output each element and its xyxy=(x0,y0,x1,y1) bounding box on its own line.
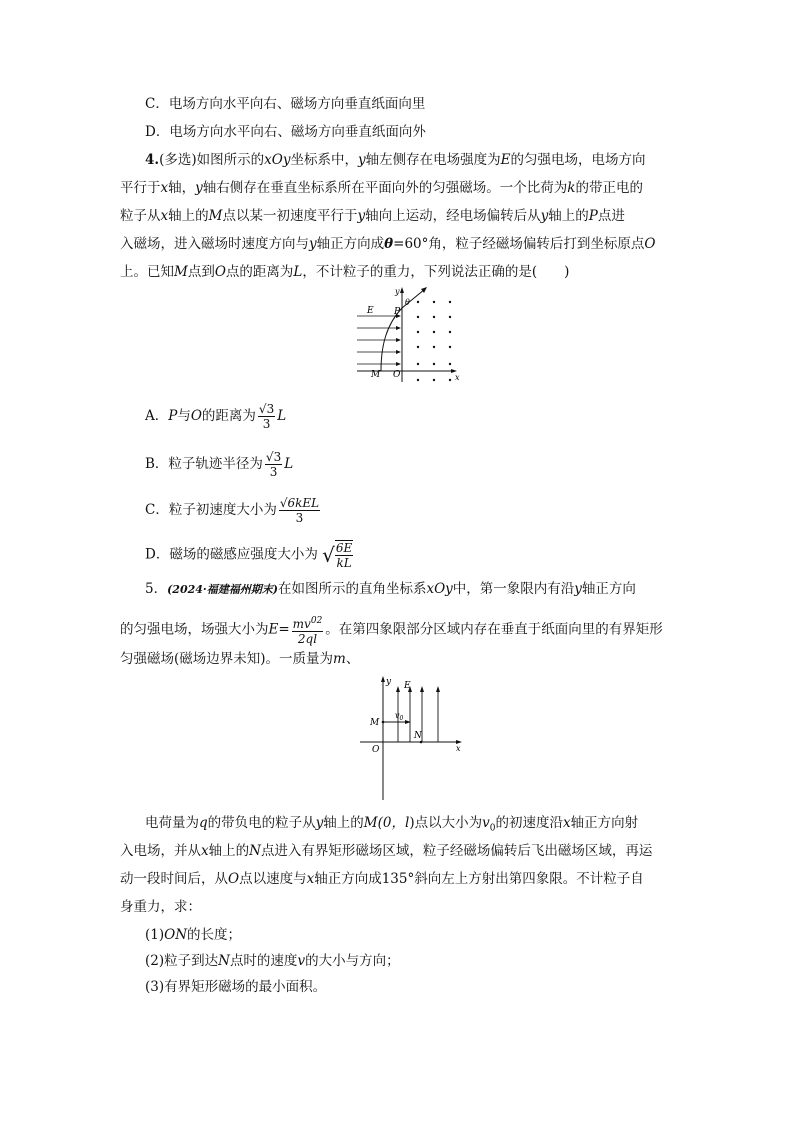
q4-y-arrow xyxy=(400,287,404,293)
text: 点以速度与 xyxy=(239,871,307,887)
math-y: y xyxy=(309,236,317,252)
frac-den: kL xyxy=(336,556,352,570)
math-theta: θ xyxy=(384,236,394,252)
frac-den: 2ql xyxy=(297,632,318,646)
text: 的匀强电场，场强大小为 xyxy=(120,621,269,638)
text: =60°角，粒子经磁场偏转后打到坐标原点 xyxy=(393,236,645,252)
math-on: ON xyxy=(164,927,188,943)
text: 入磁场，进入磁场时速度方向与 xyxy=(120,236,309,252)
text: 电荷量为 xyxy=(145,815,199,831)
text: 点进入有界矩形磁场区域，粒子经磁场偏转后飞出磁场区域，再运 xyxy=(260,843,653,859)
math-m: M xyxy=(208,208,223,224)
q5-fig-e: E xyxy=(404,681,411,691)
math-l: l xyxy=(404,815,410,831)
q4-option-c xyxy=(145,496,322,525)
math-o: O xyxy=(190,408,202,424)
text: 与 xyxy=(177,408,191,424)
text: 的大小与方向； xyxy=(305,953,400,969)
q4-magnetic-field-dots xyxy=(417,301,451,381)
math-e: E xyxy=(268,621,279,638)
math-x: x xyxy=(562,815,571,831)
q4-line-3 xyxy=(120,207,625,225)
text: A． xyxy=(145,408,169,424)
q5-source: (2024·福建福州期末) xyxy=(167,583,278,596)
text: ，不计粒子的重力，下列说法正确的是( ) xyxy=(302,264,570,280)
math-q: q xyxy=(199,815,208,831)
text: 粒子从 xyxy=(120,208,161,224)
text: 中，第一象限内有沿 xyxy=(452,581,575,597)
math-p: P xyxy=(588,208,598,224)
text: 的长度； xyxy=(187,927,242,943)
math-o: O xyxy=(644,236,656,252)
text: D．磁场的磁感应强度大小为 xyxy=(145,546,318,563)
q5-sub-1 xyxy=(145,926,241,944)
math-l: L xyxy=(277,408,287,424)
frac-num: mv xyxy=(292,617,311,631)
text: 轴上的 xyxy=(168,208,209,224)
sqrt-sign: √ xyxy=(322,543,335,567)
text: 平行于 xyxy=(120,180,161,196)
math-y: y xyxy=(195,180,203,196)
q4-number: 4. xyxy=(145,152,160,168)
math-v: v xyxy=(482,815,490,831)
text: 轴上的 xyxy=(323,815,364,831)
q4-electric-field-lines xyxy=(357,316,400,364)
text: 的带正电的 xyxy=(575,180,643,196)
fraction-sqrt3-over-3 xyxy=(265,450,282,479)
text: 轴右侧存在垂直坐标系所在平面向外的匀强磁场。一个比荷为 xyxy=(202,180,568,196)
q5-fig-m: M xyxy=(370,718,380,728)
q4-fig-y: y xyxy=(395,287,400,296)
frac-den: 3 xyxy=(269,465,278,479)
math-o: O xyxy=(228,871,240,887)
q3-option-c: C．电场方向水平向右、磁场方向垂直纸面向里 xyxy=(145,96,426,112)
frac-num: √3 xyxy=(265,450,282,464)
math-m: m xyxy=(333,651,346,667)
q5-fig-v0: $v_0$ xyxy=(395,711,404,722)
math-xoy: xOy xyxy=(264,152,291,168)
frac-num: 6E xyxy=(335,541,353,555)
q4-option-d xyxy=(145,540,355,570)
q5-number: 5． xyxy=(145,581,168,597)
q4-option-b xyxy=(145,450,293,479)
text: 在如图所示的直角坐标系 xyxy=(277,581,427,597)
fraction-sqrt6kel-over-3 xyxy=(279,496,320,525)
text: B．粒子轨迹半径为 xyxy=(145,456,263,472)
q4-figure xyxy=(345,284,475,384)
q5-sub-3: (3)有界矩形磁场的最小面积。 xyxy=(145,979,327,995)
text: 轴左侧存在电场强度为 xyxy=(365,152,501,168)
q4-fig-e: E xyxy=(367,306,374,316)
text: 轴， xyxy=(168,180,196,196)
math-x: x xyxy=(160,180,169,196)
text: 轴上的 xyxy=(548,208,589,224)
q4-fig-x: x xyxy=(455,373,460,382)
q4-field-arrowheads xyxy=(396,314,401,366)
q5-line-7: 身重力，求： xyxy=(120,899,201,915)
frac-sup: 02 xyxy=(310,616,323,626)
text: 的带负电的粒子从 xyxy=(207,815,316,831)
math-x: x xyxy=(306,871,315,887)
text: 坐标系中， xyxy=(290,152,358,168)
math-o: O xyxy=(214,264,226,280)
q5-line-5 xyxy=(120,842,652,860)
frac-num: √6kEL xyxy=(279,496,320,510)
math-y: y xyxy=(540,208,549,224)
text: 上。已知 xyxy=(120,264,174,280)
math-xoy: xOy xyxy=(426,581,453,597)
q5-fig-y: y xyxy=(386,677,392,687)
q5-field-arrowheads xyxy=(396,686,440,692)
q5-fig-n: N xyxy=(414,731,422,741)
q5-figure xyxy=(358,676,468,802)
math-y: y xyxy=(357,208,366,224)
text: C．粒子初速度大小为 xyxy=(145,502,277,518)
math-v-sub: 0 xyxy=(489,823,496,834)
text: 入电场，并从 xyxy=(120,843,201,859)
math-n: N xyxy=(218,953,230,969)
fraction-6e-over-kl xyxy=(335,540,353,570)
q5-fig-x: x xyxy=(456,744,461,753)
math-n: N xyxy=(249,843,261,859)
q5-line-4 xyxy=(145,814,638,838)
text: 轴向上运动，经电场偏转后从 xyxy=(365,208,541,224)
q4-line-2 xyxy=(120,179,643,197)
q4-fig-theta: θ xyxy=(405,298,410,307)
text: 、 xyxy=(345,651,360,667)
text: 。在第四象限部分区域内存在垂直于纸面向里的有界矩形 xyxy=(325,621,663,638)
text: 点到 xyxy=(187,264,215,280)
frac-den: 3 xyxy=(262,417,271,431)
text: )点以大小为 xyxy=(409,815,483,831)
text: 的距离为 xyxy=(201,408,256,424)
q5-point-n xyxy=(420,741,423,744)
text: 匀强磁场(磁场边界未知)。一质量为 xyxy=(120,651,334,667)
q5-sub-2 xyxy=(145,952,400,970)
text: 如图所示的 xyxy=(196,152,265,168)
math-m: M xyxy=(174,264,188,280)
math-k: k xyxy=(567,180,576,196)
text: 轴上的 xyxy=(208,843,250,859)
math-y: y xyxy=(574,581,582,597)
q5-y-arrow xyxy=(381,676,385,682)
q4-fig-p: P xyxy=(394,307,401,317)
math-p: P xyxy=(168,408,178,424)
text: 的匀强电场，电场方向 xyxy=(510,152,646,168)
text: (1) xyxy=(145,927,165,943)
q4-line-5 xyxy=(120,263,569,281)
math-m0: M(0， xyxy=(363,815,405,831)
q4-fig-m: M xyxy=(371,370,381,380)
q5-fig-o: O xyxy=(372,745,380,755)
q4-option-a xyxy=(145,402,286,431)
math-y: y xyxy=(357,152,366,168)
math-e: E xyxy=(500,152,511,168)
text: 轴正方向成 xyxy=(316,236,385,252)
q4-fig-o: O xyxy=(393,370,401,380)
text: 点时的速度 xyxy=(229,953,298,969)
math-l: L xyxy=(284,456,294,472)
text: 动一段时间后，从 xyxy=(120,871,228,887)
frac-den: 3 xyxy=(295,511,304,525)
q5-line-1 xyxy=(145,580,636,599)
text: 轴正方向成135°斜向左上方射出第四象限。不计粒子自 xyxy=(314,871,644,887)
text: 点以某一初速度平行于 xyxy=(222,208,358,224)
q4-line-4 xyxy=(120,235,655,253)
text: 轴正方向 xyxy=(581,581,636,597)
text: (2)粒子到达 xyxy=(145,953,219,969)
fraction-sqrt3-over-3 xyxy=(258,402,275,431)
text: 的初速度沿 xyxy=(495,815,563,831)
q5-line-6 xyxy=(120,870,644,888)
text: = xyxy=(278,621,290,638)
math-y: y xyxy=(315,815,324,831)
q3-option-d: D．电场方向水平向右、磁场方向垂直纸面向外 xyxy=(145,124,426,140)
q5-point-m xyxy=(382,721,385,724)
math-x: x xyxy=(160,208,169,224)
q5-line-2 xyxy=(120,614,663,646)
text: 点进 xyxy=(597,208,625,224)
math-x: x xyxy=(201,843,209,859)
frac-num: √3 xyxy=(258,402,275,416)
q4-tag: (多选) xyxy=(159,152,197,168)
math-v: v xyxy=(297,953,306,969)
text: 点的距离为 xyxy=(225,264,294,280)
q4-line-1 xyxy=(145,151,645,169)
fraction-e xyxy=(292,614,324,646)
math-l: L xyxy=(293,264,303,280)
text: 轴正方向射 xyxy=(570,815,639,831)
q5-line-3 xyxy=(120,650,359,668)
